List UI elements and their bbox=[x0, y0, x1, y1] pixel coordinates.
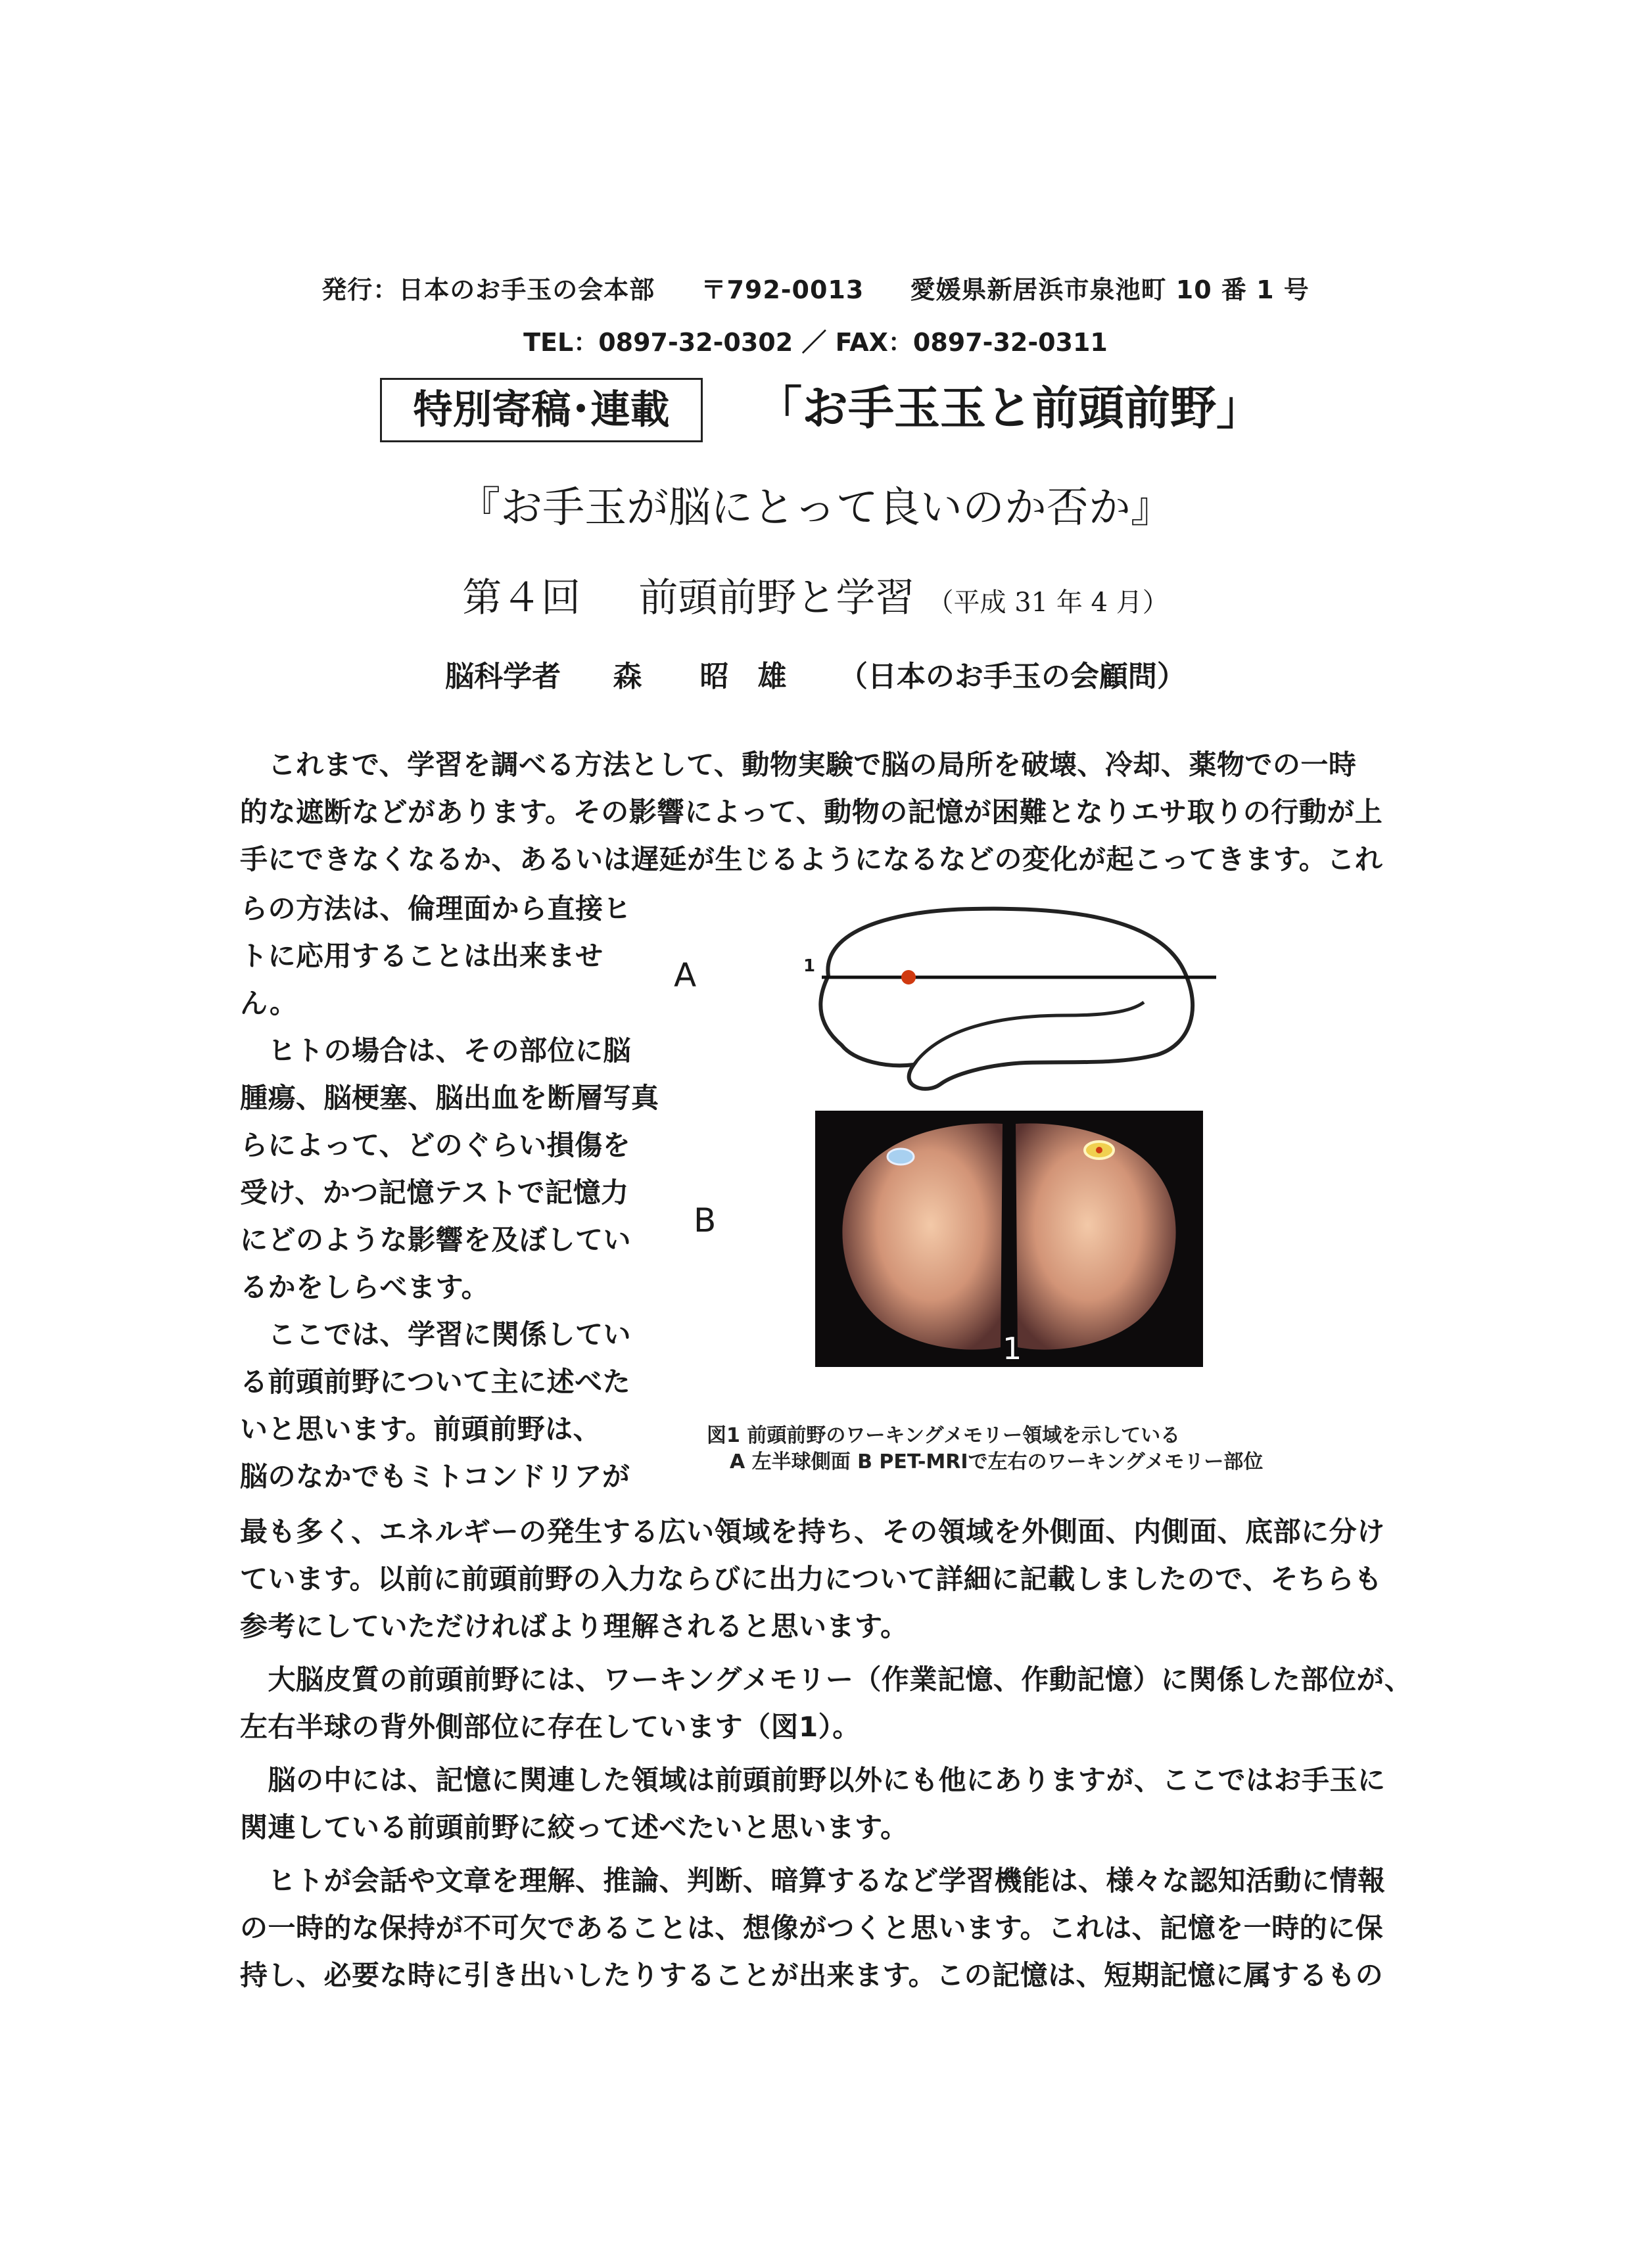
column-line: いと思います。前頭前野は、 bbox=[240, 1413, 602, 1445]
column-line: 腫瘍、脳梗塞、脳出血を断層写真 bbox=[240, 1082, 659, 1114]
column-line: らの方法は、倫理面から直接ヒ bbox=[240, 892, 632, 925]
episode-heading bbox=[0, 568, 1631, 632]
figure-label-a: A bbox=[674, 956, 697, 994]
figure-caption-line1: 図1 前頭前野のワーキングメモリー領域を示している bbox=[707, 1424, 1181, 1447]
pet-mri-image bbox=[815, 1111, 1203, 1367]
body-line: 関連している前頭前野に絞って述べたいと思います。 bbox=[240, 1811, 909, 1843]
body-line: 最も多く、エネルギーの発生する広い領域を持ち、その領域を外側面、内側面、底部に分け bbox=[240, 1516, 1385, 1548]
publisher-address: 愛媛県新居浜市泉池町 10 番 1 号 bbox=[910, 275, 1310, 304]
body-line: 的な遮断などがあります。その影響によって、動物の記憶が困難となりエサ取りの行動が上 bbox=[240, 796, 1383, 828]
body-line: の一時的な保持が不可欠であることは、想像がつくと思います。これは、記憶を一時的に保 bbox=[240, 1912, 1384, 1944]
column-line: にどのような影響を及ぼしてい bbox=[240, 1224, 632, 1256]
author-name: 森 昭 雄 bbox=[613, 660, 787, 693]
series-title: 「お手玉玉と前頭前野」 bbox=[756, 381, 1262, 435]
temporal-fissure bbox=[914, 1002, 1144, 1065]
author-affiliation: （日本のお手玉の会顧問） bbox=[838, 660, 1186, 693]
postal-code: 〒792-0013 bbox=[701, 275, 864, 304]
section-marker-a: 1 bbox=[803, 956, 816, 976]
column-line: る前頭前野について主に述べた bbox=[240, 1366, 631, 1398]
article-subtitle: 『お手玉が脳にとって良いのか否か』 bbox=[458, 484, 1173, 532]
column-line: ヒトの場合は、その部位に脳 bbox=[240, 1034, 632, 1067]
body-line: 脳の中には、記憶に関連した領域は前頭前野以外にも他にありますが、ここではお手玉に bbox=[240, 1764, 1386, 1796]
left-working-memory-spot bbox=[887, 1149, 914, 1165]
brain-side-diagram bbox=[789, 904, 1236, 1094]
figure-caption-line2: A 左半球側面 B PET-MRIで左右のワーキングメモリー部位 bbox=[730, 1450, 1264, 1473]
column-line: トに応用することは出来ませ bbox=[240, 940, 603, 972]
contact-line: TEL：0897-32-0302 ／ FAX：0897-32-0311 bbox=[523, 328, 1108, 357]
body-line: 左右半球の背外側部位に存在しています（図1）。 bbox=[240, 1711, 861, 1743]
publisher-name: 発行：日本のお手玉の会本部 bbox=[321, 275, 655, 304]
episode-date: （平成 31 年 4 月） bbox=[927, 588, 1169, 618]
body-line: 参考にしていただければより理解されると思います。 bbox=[240, 1610, 909, 1642]
author-line bbox=[0, 654, 1631, 700]
body-line: 手にできなくなるか、あるいは遅延が生じるようになるなどの変化が起こってきます。これ bbox=[240, 843, 1383, 875]
body-line: 大脳皮質の前頭前野には、ワーキングメモリー（作業記憶、作動記憶）に関係した部位が、 bbox=[240, 1663, 1413, 1696]
series-label: 特別寄稿･連載 bbox=[380, 378, 703, 442]
column-line: ん。 bbox=[240, 987, 298, 1019]
column-line: ここでは、学習に関係してい bbox=[240, 1318, 632, 1351]
column-line: 受け、かつ記憶テストで記憶力 bbox=[240, 1176, 629, 1209]
working-memory-marker bbox=[901, 970, 916, 984]
publisher-header bbox=[0, 269, 1631, 306]
column-line: 脳のなかでもミトコンドリアが bbox=[240, 1460, 630, 1493]
body-line: 持し、必要な時に引き出いしたりすることが出来ます。この記憶は、短期記憶に属するもの bbox=[240, 1959, 1384, 1991]
author-role: 脳科学者 bbox=[445, 660, 561, 693]
episode-number: 第４回 bbox=[462, 575, 581, 621]
body-line: これまで、学習を調べる方法として、動物実験で脳の局所を破壊、冷却、薬物での一時 bbox=[240, 749, 1357, 781]
column-line: らによって、どのぐらい損傷を bbox=[240, 1129, 631, 1161]
body-line: ヒトが会話や文章を理解、推論、判断、暗算するなど学習機能は、様々な認知活動に情報 bbox=[240, 1864, 1386, 1897]
body-line: ています。以前に前頭前野の入力ならびに出力について詳細に記載しましたので、そちらも bbox=[240, 1563, 1383, 1595]
episode-topic: 前頭前野と学習 bbox=[638, 575, 915, 621]
brain-outline bbox=[820, 909, 1193, 1089]
section-marker-b: 1 bbox=[1003, 1331, 1022, 1366]
column-line: るかをしらべます。 bbox=[240, 1271, 490, 1303]
figure-label-b: B bbox=[694, 1201, 717, 1239]
